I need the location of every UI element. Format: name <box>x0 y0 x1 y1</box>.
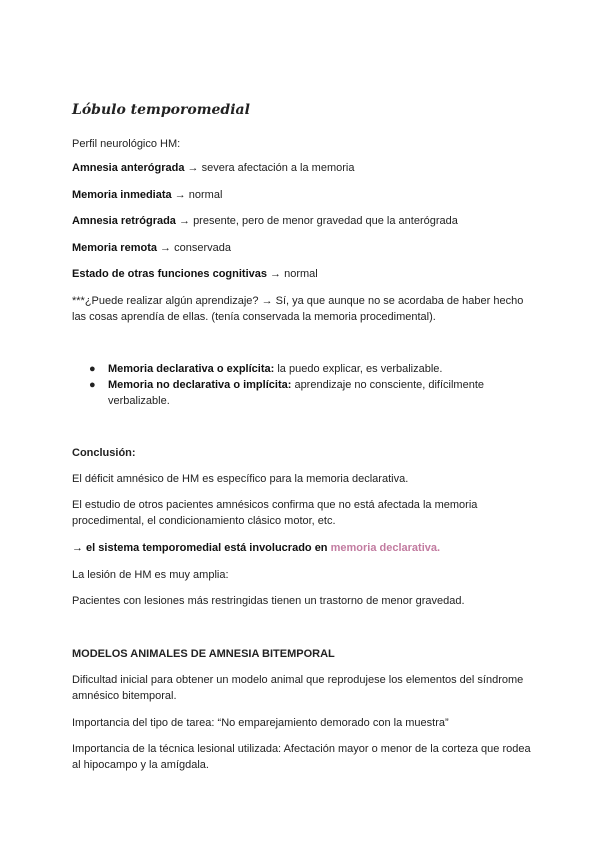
section-heading: MODELOS ANIMALES DE AMNESIA BITEMPORAL <box>72 648 335 660</box>
profile-desc: severa afectación a la memoria <box>201 162 355 174</box>
bullet-term: Memoria declarativa o explícita: <box>108 363 275 375</box>
profile-desc: conservada <box>174 242 231 254</box>
profile-desc: normal <box>284 268 318 280</box>
bullet-icon: ● <box>89 379 96 391</box>
memory-type-list <box>72 361 512 409</box>
arrow: → <box>267 268 285 280</box>
conclusion-paragraph: Pacientes con lesiones más restringidas tienen un trastorno de menor gravedad. <box>72 595 465 607</box>
models-paragraph: Dificultad inicial para obtener un modelo animal que reprodujese los elementos del síndrome amnésico bitemporal. <box>72 674 524 702</box>
list-item <box>72 361 512 377</box>
arrow: → <box>171 189 189 201</box>
statement-text: → el sistema temporomedial está involucrado en <box>72 542 331 554</box>
bullet-desc: aprendizaje no consciente, difícilmente verbalizable. <box>108 379 485 407</box>
arrow: → <box>184 162 202 174</box>
question-paragraph: ***¿Puede realizar algún aprendizaje? → Sí, ya que aunque no se acordaba de haber hecho las cosas aprendía de ellas. (tenía conservada la memoria procedimental). <box>72 295 524 323</box>
conclusion-statement <box>72 540 532 556</box>
arrow: → <box>156 242 175 254</box>
conclusion-paragraph: La lesión de HM es muy amplia: <box>72 569 229 581</box>
profile-term: Memoria remota <box>72 242 157 254</box>
bullet-term: Memoria no declarativa o implícita: <box>108 379 292 391</box>
page-title: Lóbulo temporomedial <box>72 102 250 118</box>
profile-item <box>72 160 532 176</box>
models-paragraph: Importancia de la técnica lesional utilizada: Afectación mayor o menor de la corteza que rodea al hipocampo y la amígdala. <box>72 743 531 771</box>
bullet-icon: ● <box>89 363 96 375</box>
profile-term: Memoria inmediata <box>72 189 172 201</box>
profile-desc: normal <box>188 189 223 201</box>
profile-item <box>72 213 532 229</box>
profile-item <box>72 266 532 282</box>
profile-label: Perfil neurológico HM: <box>72 138 181 150</box>
profile-item <box>72 240 532 256</box>
models-paragraph: Importancia del tipo de tarea: “No emparejamiento demorado con la muestra” <box>72 717 449 729</box>
conclusion-paragraph: El estudio de otros pacientes amnésicos confirma que no está afectada la memoria procedimental, el condicionamiento clásico motor, etc. <box>72 499 478 527</box>
profile-desc: presente, pero de menor gravedad que la anterógrada <box>193 215 458 227</box>
list-item <box>72 377 512 409</box>
conclusion-heading: Conclusión: <box>72 447 136 459</box>
profile-term: Estado de otras funciones cognitivas <box>72 268 267 280</box>
conclusion-paragraph: El déficit amnésico de HM es específico para la memoria declarativa. <box>72 473 409 485</box>
arrow: → <box>175 215 194 227</box>
profile-term: Amnesia anterógrada <box>72 162 185 174</box>
profile-item <box>72 187 532 203</box>
highlight-text: memoria declarativa. <box>330 542 441 554</box>
profile-term: Amnesia retrógrada <box>72 215 176 227</box>
bullet-desc: la puedo explicar, es verbalizable. <box>274 363 443 375</box>
